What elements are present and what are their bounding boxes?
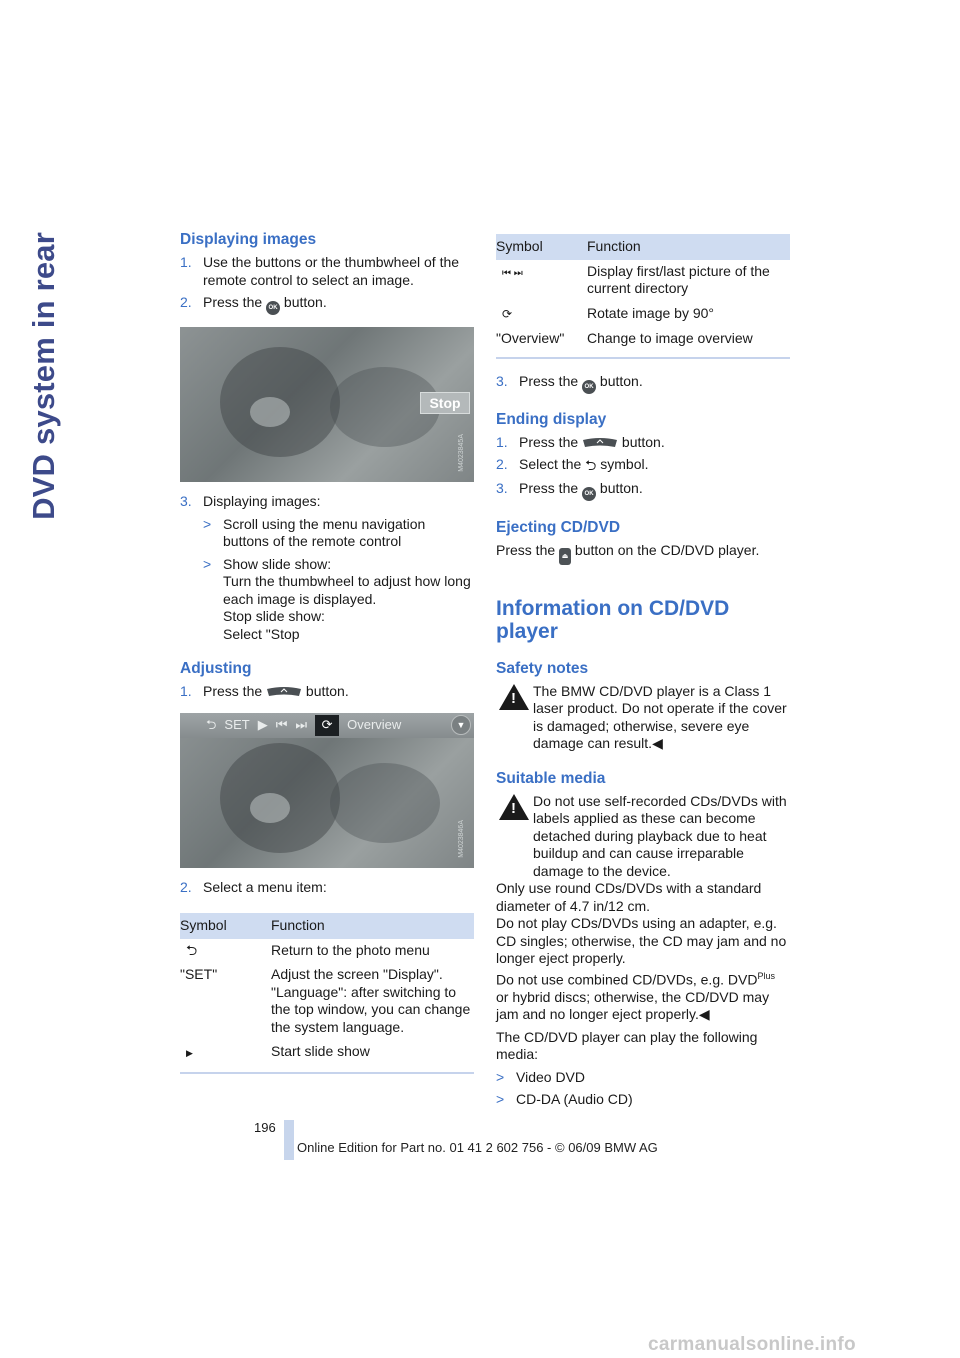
bullet-mark: > — [496, 1091, 505, 1108]
table-row — [496, 327, 790, 358]
menu-overview-label: Overview — [347, 717, 402, 733]
step-item — [496, 434, 790, 452]
menu-set-label: SET — [224, 717, 250, 733]
step-text — [519, 434, 790, 452]
bullet-text — [223, 556, 474, 644]
step-text — [519, 480, 790, 501]
bullet-text: Scroll using the menu navigation buttons of the remote control — [223, 515, 426, 549]
media-paragraph — [496, 968, 790, 1024]
table-header-function: Function — [587, 234, 790, 260]
screen-image-stop — [180, 327, 474, 482]
step-text-post: button. — [599, 372, 643, 389]
media-paragraph: Do not play CDs/DVDs using an adapter, e.g. CD singles; otherwise, the CD may jam and no longer eject properly. — [496, 915, 787, 966]
heading-ending-display: Ending display — [496, 410, 607, 428]
bullet-mark: > — [203, 555, 212, 572]
warning-text: The BMW CD/DVD player is a Class 1 laser product. Do not operate if the cover is damaged; otherwise, severe eye damage can result.◀ — [533, 682, 787, 751]
footer-edition: Online Edition for Part no. 01 41 2 602 756 - © 06/09 BMW AG — [297, 1140, 658, 1155]
bullet-line: Show slide show: — [223, 555, 332, 572]
table-row — [180, 1040, 474, 1073]
table-cell-function: Display first/last picture of the current directory — [587, 262, 770, 296]
table-header-symbol: Symbol — [180, 913, 271, 939]
heading-line: Information on CD/DVD — [496, 596, 730, 620]
image-code: M4023846A — [457, 819, 465, 858]
table-cell-symbol — [180, 939, 271, 964]
skip-first-last-icon: ⏮ ⏭ — [502, 267, 523, 279]
ok-button-icon: OK — [266, 301, 280, 315]
screen-image-menu — [180, 713, 474, 868]
page-number: 196 — [254, 1120, 276, 1135]
step-item — [180, 683, 474, 701]
back-arrow-icon: ⮌ — [186, 941, 198, 958]
step-number: 1. — [496, 433, 508, 450]
step-text — [203, 294, 474, 315]
bullet-item — [496, 1069, 790, 1087]
symbol-table-left — [180, 913, 474, 1074]
step-text-post: symbol. — [600, 456, 649, 472]
ok-button-icon: OK — [582, 380, 596, 394]
table-row — [496, 302, 790, 328]
table-cell-function: Rotate image by 90° — [587, 304, 715, 321]
step-text: Displaying images: — [203, 493, 321, 509]
back-arrow-icon: ⮌ — [585, 457, 597, 473]
heading-safety-notes: Safety notes — [496, 659, 589, 677]
media-paragraph: The CD/DVD player can play the following media: — [496, 1028, 758, 1063]
ejecting-text-pre: Press the — [496, 541, 556, 558]
left-column — [180, 230, 474, 1074]
step-number: 3. — [180, 493, 192, 509]
table-row — [180, 963, 474, 1040]
bullet-item — [203, 516, 474, 551]
step-text-pre: Press the — [519, 479, 579, 496]
ok-button-icon: OK — [582, 487, 596, 501]
step-number: 2. — [496, 456, 508, 472]
step-text-pre: Press the — [519, 433, 579, 450]
step-item — [496, 373, 790, 394]
step-text — [203, 683, 474, 701]
play-icon: ▶ — [257, 717, 268, 733]
step-text-pre: Press the — [203, 294, 263, 310]
table-cell-symbol: "SET" — [180, 966, 218, 982]
table-cell-symbol: "Overview" — [496, 327, 587, 358]
image-menu-bar — [180, 713, 474, 738]
step-number: 3. — [496, 372, 508, 389]
table-row — [180, 939, 474, 964]
step-text-pre: Select the — [519, 456, 582, 472]
rotate-icon: ⟳ — [502, 306, 513, 321]
table-header-symbol: Symbol — [496, 234, 587, 260]
media-paragraph: Only use round CDs/DVDs with a standard diameter of 4.7 in/12 cm. — [496, 880, 762, 914]
table-cell-function: Return to the photo menu — [271, 941, 430, 958]
back-arrow-icon: ⮌ — [206, 717, 217, 733]
bullet-line: Turn the thumbwheel to adjust how long each image is displayed. — [223, 573, 471, 607]
bullet-item — [203, 556, 474, 644]
chapter-title-text: DVD system in rear — [26, 232, 61, 520]
ejecting-text — [496, 542, 790, 565]
step-item — [496, 456, 790, 475]
rotate-icon: ⟳ — [315, 715, 339, 736]
table-cell-symbol — [496, 260, 587, 302]
table-header-row — [496, 234, 790, 260]
skip-first-icon: ⏮ — [275, 717, 288, 733]
right-column — [496, 234, 790, 1114]
media-text-pre: Do not use combined CD/DVDs, e.g. DVD — [496, 971, 758, 988]
heading-adjusting: Adjusting — [180, 660, 252, 677]
image-shape — [250, 397, 290, 427]
step-number: 3. — [496, 479, 508, 496]
step-text-post: button. — [305, 683, 349, 699]
heading-info-cd-dvd — [496, 597, 790, 643]
stop-button: Stop — [420, 392, 470, 414]
heading-displaying-images: Displaying images — [180, 231, 317, 248]
skip-last-icon: ⏭ — [295, 717, 308, 733]
ejecting-text-post: button on the CD/DVD player. — [574, 541, 760, 558]
media-text-sup: Plus — [757, 970, 775, 981]
step-text — [519, 456, 790, 475]
table-row — [496, 260, 790, 302]
step-item — [180, 254, 474, 289]
chapter-side-title — [6, 232, 61, 1092]
safety-warning — [496, 683, 790, 753]
heading-line: player — [496, 619, 558, 643]
menu-button-icon — [582, 437, 618, 448]
warning-text: Do not use self-recorded CDs/DVDs with labels applied as these can become detached during playback due to heat buildup and can cause irreparable damage to the device. — [533, 792, 787, 879]
scroll-knob-icon: ▼ — [451, 715, 471, 735]
step-text-post: button. — [621, 433, 665, 450]
bullet-mark: > — [496, 1068, 505, 1085]
media-text-post: or hybrid discs; otherwise, the CD/DVD may jam and no longer eject properly.◀ — [496, 988, 770, 1023]
heading-suitable-media: Suitable media — [496, 769, 606, 787]
table-cell-function: Change to image overview — [587, 327, 790, 358]
step-number: 1. — [180, 254, 192, 270]
image-shape — [250, 793, 290, 823]
table-cell-symbol — [180, 1040, 271, 1073]
eject-icon: ⏏ — [559, 548, 571, 565]
step-item — [180, 879, 474, 897]
warning-icon — [499, 684, 529, 710]
watermark: carmanualsonline.info — [648, 1334, 856, 1355]
media-warning — [496, 793, 790, 881]
bullet-line: Stop slide show: — [223, 608, 325, 624]
bullet-mark: > — [203, 515, 212, 532]
step-text-pre: Press the — [203, 683, 263, 699]
step-number: 1. — [180, 683, 192, 699]
warning-icon — [499, 794, 529, 820]
symbol-table-right — [496, 234, 790, 359]
heading-ejecting: Ejecting CD/DVD — [496, 518, 621, 536]
step-number: 2. — [180, 294, 192, 310]
play-icon: ▶ — [186, 1048, 193, 1058]
step-text — [519, 373, 790, 394]
step-text: Use the buttons or the thumbwheel of the remote control to select an image. — [203, 254, 460, 288]
bullet-text: Video DVD — [516, 1068, 586, 1085]
step-text-post: button. — [283, 294, 327, 310]
image-shape — [330, 763, 440, 843]
table-header-row — [180, 913, 474, 939]
footer-accent-bar — [284, 1120, 294, 1160]
step-item — [180, 493, 474, 511]
bullet-line: Select "Stop — [223, 625, 300, 642]
step-text-pre: Press the — [519, 372, 579, 389]
step-number: 2. — [180, 878, 192, 895]
table-cell-symbol — [496, 302, 587, 328]
table-header-function: Function — [271, 913, 474, 939]
table-cell-function: Start slide show — [271, 1040, 474, 1073]
bullet-item — [496, 1091, 790, 1109]
step-item — [180, 294, 474, 315]
step-item — [496, 480, 790, 501]
menu-button-icon — [266, 686, 302, 697]
bullet-text: CD-DA (Audio CD) — [516, 1091, 633, 1108]
table-cell-function: Adjust the screen "Display". "Language": after switching to the top window, you can change the system language. — [271, 966, 471, 1035]
step-text-post: button. — [599, 479, 643, 496]
step-text: Select a menu item: — [203, 878, 327, 895]
image-code: M4023845A — [457, 434, 465, 472]
